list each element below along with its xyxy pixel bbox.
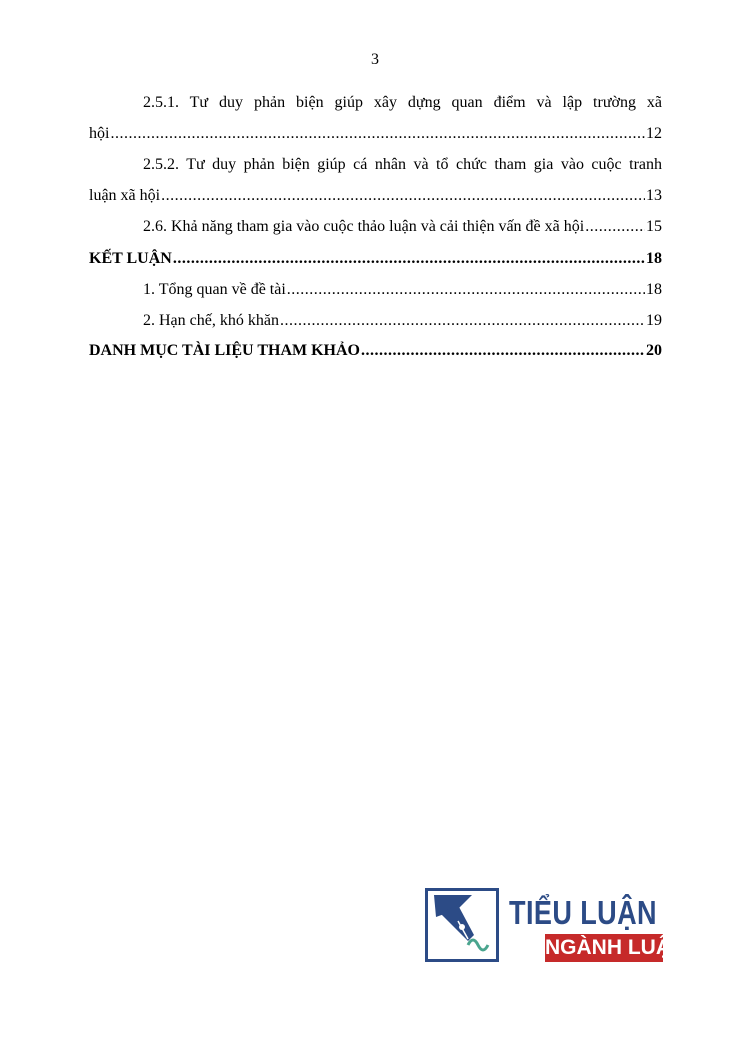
dot-leader [361,341,645,361]
dot-leader [110,124,645,144]
dot-leader [161,186,645,206]
dot-leader [280,311,645,331]
toc-entry-danh-muc[interactable] [89,341,662,361]
logo-subtitle: NGÀNH LUẬT [545,934,663,962]
toc-entry-text: 2.6. Khả năng tham gia vào cuộc thảo luận và cải thiện vấn đề xã hội [143,218,585,235]
toc-entry-tong-quan[interactable] [143,280,662,300]
toc-page-number: 20 [646,342,662,359]
toc-entry-continuation [89,186,662,206]
toc-entry-continuation [89,124,662,144]
toc-page-number: 19 [646,312,662,329]
toc-entry-ket-luan[interactable] [89,249,662,269]
toc-entry-text: 2. Hạn chế, khó khăn [143,312,279,329]
dot-leader [173,249,645,269]
page-number: 3 [371,51,379,68]
dot-leader [287,280,645,300]
logo-title: TIỂU LUẬN [509,894,658,931]
toc-page-number: 18 [646,281,662,298]
toc-entry-text: KẾT LUẬN [89,250,172,267]
toc-entry-text: 1. Tổng quan về đề tài [143,281,286,298]
dot-leader [585,217,645,237]
toc-page-number: 15 [646,218,662,235]
toc-entry-text: DANH MỤC TÀI LIỆU THAM KHẢO [89,342,360,359]
toc-entry-text: luận xã hội [89,187,161,204]
toc-entry-text: 2.5.2. Tư duy phản biện giúp cá nhân và tổ chức tham gia vào cuộc tranh [143,156,662,173]
watermark-logo [425,888,684,968]
toc-page-number: 18 [646,250,662,267]
toc-entry-text: 2.5.1. Tư duy phản biện giúp xây dựng quan điểm và lập trường xã [143,94,662,111]
toc-page-number: 13 [646,187,662,204]
toc-entry-han-che[interactable] [143,311,662,331]
toc-page-number: 12 [646,125,662,142]
pen-nib-icon [425,888,499,962]
toc-entry-text: hội [89,125,110,142]
toc-entry-2-6[interactable] [143,217,662,237]
